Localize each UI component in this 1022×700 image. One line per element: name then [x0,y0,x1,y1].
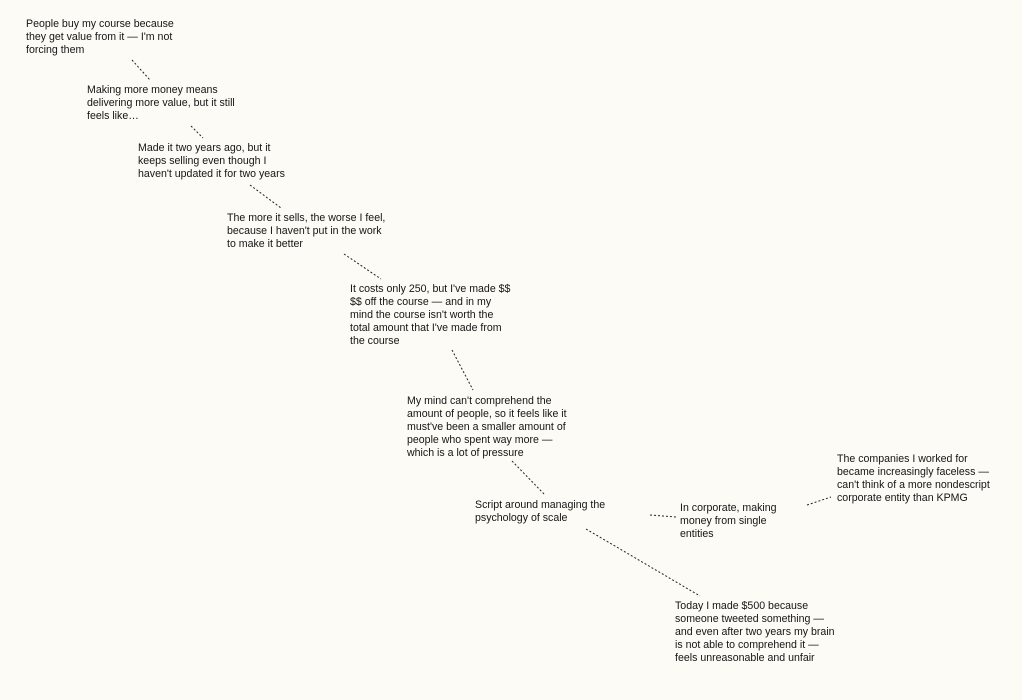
note-faceless-companies: The companies I worked for became increasingly faceless — can't think of a more nondescript corporate entity than KPMG [837,453,990,504]
note-comprehend-people: My mind can't comprehend the amount of people, so it feels like it must've been a smaller amount of people who spent way more — which is a lot of pressure [407,395,567,459]
note-course-cost: It costs only 250, but I've made $$ $$ off the course — and in my mind the course isn't worth the total amount that I've made from the course [350,283,511,347]
connector-n4-n5 [344,254,381,279]
note-more-it-sells: The more it sells, the worse I feel, because I haven't put in the work to make it better [227,212,386,250]
note-more-money: Making more money means delivering more value, but it still feels like… [87,84,235,122]
connector-n2-n3 [191,126,203,138]
note-course-value: People buy my course because they get value from it — I'm not forcing them [26,18,174,56]
connector-n8-n9 [807,497,831,505]
note-script-scale: Script around managing the psychology of scale [475,499,606,524]
connector-n6-n7 [512,461,545,495]
connector-n1-n2 [132,60,150,80]
note-corporate: In corporate, making money from single entities [680,502,777,540]
connector-n5-n6 [452,350,473,390]
connector-n7-n8 [650,515,676,517]
note-made-two-years-ago: Made it two years ago, but it keeps selling even though I haven't updated it for two years [138,142,285,180]
note-made-500-today: Today I made $500 because someone tweeted something — and even after two years my brain is not able to comprehend it — feels unreasonable and unfair [675,600,835,664]
connector-n3-n4 [250,185,281,208]
